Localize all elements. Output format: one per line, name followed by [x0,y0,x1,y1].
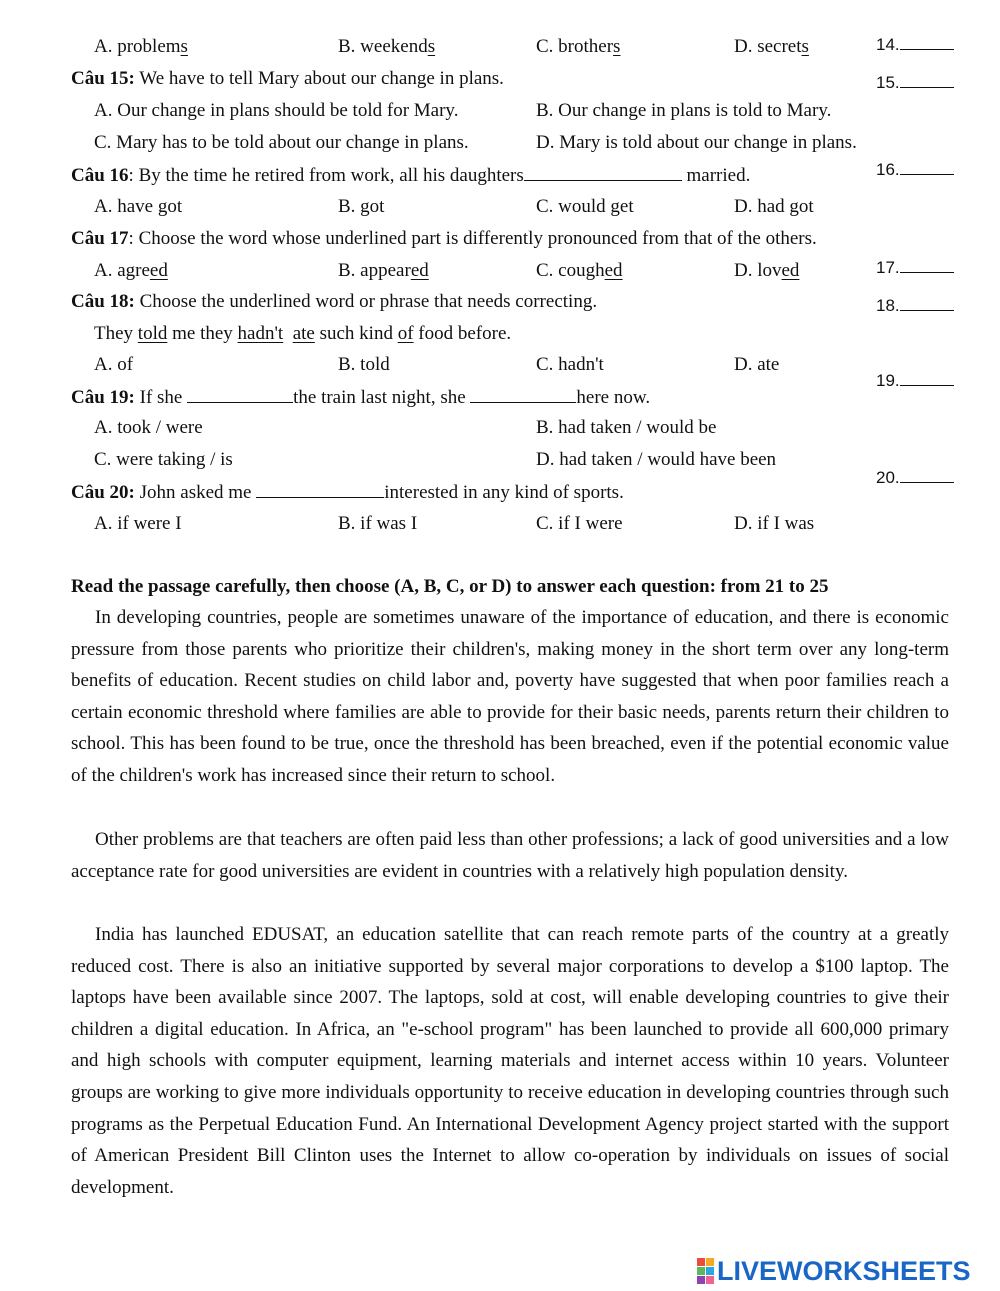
question-19: Câu 19: If she the train last night, she here now. [71,387,651,408]
answer-input-15[interactable] [901,72,957,92]
q14-option-d: D. secrets [734,36,809,57]
q16-option-d: D. had got [734,196,814,217]
answer-input-20[interactable] [901,467,957,487]
q15-option-a: A. Our change in plans should be told for Mary. [94,100,459,121]
reading-heading: Read the passage carefully, then choose (A, B, C, or D) to answer each question: from 21 to 25 [71,576,829,597]
q16-blank [524,163,682,181]
q15-option-c: C. Mary has to be told about our change in plans. [94,132,469,153]
answer-blank-17[interactable]: 17. [876,257,954,279]
answer-input-14[interactable] [901,34,957,54]
q18-option-a: A. of [94,354,134,375]
answer-blank-16[interactable]: 16. [876,159,954,181]
q19-option-c: C. were taking / is [94,449,233,470]
q14-option-b: B. weekends [338,36,436,57]
q18-option-d: D. ate [734,354,780,375]
q16-option-c: C. would get [536,196,634,217]
q20-option-a: A. if were I [94,513,182,534]
q19-blank-2 [470,385,576,403]
logo-square-6 [706,1276,714,1284]
question-15: Câu 15: We have to tell Mary about our change in plans. [71,68,504,89]
q14-option-a: A. problems [94,36,188,57]
logo-mark-icon [697,1258,714,1284]
passage-paragraph-2: Other problems are that teachers are often paid less than other professions; a lack of good universities and a low acceptance rate for good universities are evident in countries with a relatively high population density. [71,829,949,882]
q18-option-b: B. told [338,354,390,375]
q18-option-c: C. hadn't [536,354,604,375]
q17-option-b: B. appeared [338,260,429,281]
answer-input-16[interactable] [901,159,957,179]
logo-square-5 [697,1276,705,1284]
q16-option-b: B. got [338,196,385,217]
q17-option-a: A. agreed [94,260,168,281]
q19-option-b: B. had taken / would be [536,417,717,438]
q17-option-d: D. loved [734,260,800,281]
q14-option-c: C. brothers [536,36,621,57]
answer-blank-14[interactable]: 14. [876,34,954,56]
brand-name: LIVEWORKSHEETS [717,1256,971,1286]
q20-option-c: C. if I were [536,513,623,534]
question-18: Câu 18: Choose the underlined word or phrase that needs correcting. [71,291,598,312]
q20-blank [256,480,384,498]
question-20: Câu 20: John asked me interested in any kind of sports. [71,482,624,503]
answer-input-18[interactable] [901,295,957,315]
q20-option-d: D. if I was [734,513,815,534]
logo-square-3 [697,1267,705,1275]
q15-option-d: D. Mary is told about our change in plans. [536,132,857,153]
answer-input-17[interactable] [901,257,957,277]
question-17: Câu 17: Choose the word whose underlined part is differently pronounced from that of the others. [71,228,817,249]
question-16: Câu 16: By the time he retired from work, all his daughters married. [71,165,751,186]
answer-blank-19[interactable]: 19. [876,370,954,392]
q19-blank-1 [187,385,293,403]
q16-option-a: A. have got [94,196,183,217]
liveworksheets-logo [697,1256,971,1286]
logo-square-4 [706,1267,714,1275]
logo-square-1 [697,1258,705,1266]
passage-paragraph-1: In developing countries, people are sometimes unaware of the importance of education, and there is economic pressure from those parents who prioritize their children's, making money in the short term over any long-term benefits of education. Recent studies on child labor and, poverty have suggested that when poor families reach a certain economic threshold where families are able to provide for their basic needs, parents return their children to school. This has been found to be true, once the threshold has been breached, even if the potential economic value of the children's work has increased since their return to school. [71,607,949,786]
q17-option-c: C. coughed [536,260,623,281]
answer-blank-15[interactable]: 15. [876,72,954,94]
answer-input-19[interactable] [901,370,957,390]
answer-blank-20[interactable]: 20. [876,467,954,489]
q20-option-b: B. if was I [338,513,418,534]
logo-square-2 [706,1258,714,1266]
q18-sentence: They told me they hadn't ate such kind of food before. [94,323,512,344]
q15-option-b: B. Our change in plans is told to Mary. [536,100,832,121]
q19-option-d: D. had taken / would have been [536,449,777,470]
passage-paragraph-3: India has launched EDUSAT, an education satellite that can reach remote parts of the country at a greatly reduced cost. There is also an initiative supported by several major corporations to develop a $100 laptop. The laptops have been available since 2007. The laptops, sold at cost, will enable developing countries to give their children a digital education. In Africa, an "e-school program" has been launched to provide all 600,000 primary and high schools with computer equipment, learning materials and internet access within 10 years. Volunteer groups are working to give more individuals opportunity to receive education in developing countries through such programs as the Perpetual Education Fund. An International Development Agency project started with the support of American President Bill Clinton uses the Internet to allow co-operation by individuals on issues of social development. [71,924,949,1198]
q19-option-a: A. took / were [94,417,203,438]
answer-blank-18[interactable]: 18. [876,295,954,317]
